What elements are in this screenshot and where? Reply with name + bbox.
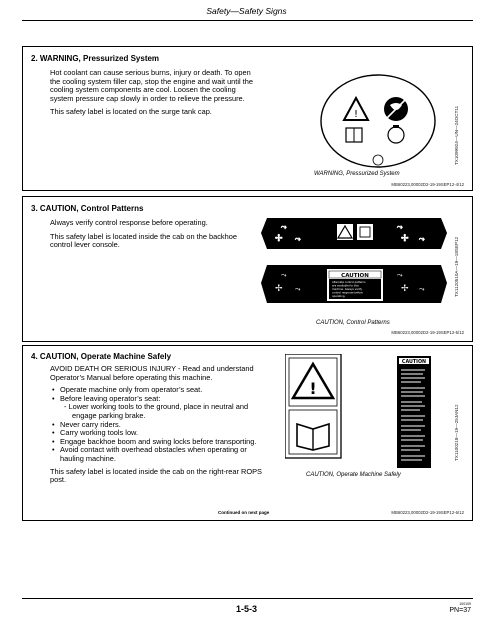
page-header: Safety—Safety Signs [206, 6, 287, 16]
caution-line: Alternate control patterns [332, 281, 366, 284]
svg-text:✢: ✢ [275, 234, 283, 244]
section-title: 3. CAUTION, Control Patterns [31, 204, 144, 213]
reference-code: MB60223,00002D2-19-19SEP12-5/12 [391, 330, 464, 335]
list-item: • Operate machine only from operator’s seat. [50, 386, 265, 395]
figure-caption: CAUTION, Control Patterns [316, 320, 390, 326]
figure-caption: CAUTION, Operate Machine Safely [306, 472, 401, 478]
sub-item: - Lower working tools to the ground, place in neutral and engage parking brake. [64, 402, 249, 420]
svg-text:⤳: ⤳ [281, 271, 287, 279]
footer-date-code: 100109 [459, 602, 471, 606]
paragraph: Hot coolant can cause serious burns, injury or death. To open the cooling system filler cap, stop the engine and wait until the cooling system components are cool. Loosen the cooling system pressure cap slowly in order to relieve the pressure. [50, 68, 253, 103]
paragraph: This safety label is located inside the cab on the backhoe control lever console. [50, 231, 237, 250]
reference-code: MB60223,00002D2-19-19SEP12-6/12 [391, 510, 464, 515]
figure-id: TX1120510A—19—18SEP12 [454, 236, 459, 297]
caution-line: operating. [332, 295, 346, 298]
section-title: 2. WARNING, Pressurized System [31, 54, 160, 63]
section-body [50, 219, 260, 255]
list-item: • Avoid contact with overhead obstacles when operating or hauling machine. [50, 446, 265, 463]
paragraph: This safety label is located on the surge tank cap. [50, 107, 212, 117]
operate-safely-label [285, 354, 435, 470]
svg-text:⤳: ⤳ [397, 223, 403, 231]
list-item: • Before leaving operator’s seat: [50, 395, 265, 404]
paragraph: Always verify control response before operating. [50, 218, 208, 227]
bullet-list [50, 386, 265, 403]
page-number: 1-5-3 [235, 604, 257, 614]
section-body [50, 69, 260, 122]
footer-rule [22, 598, 473, 599]
continued-note: Continued on next page [218, 510, 270, 515]
figure-caption: WARNING, Pressurized System [314, 171, 400, 177]
caution-heading: CAUTION [401, 360, 427, 365]
svg-text:✢: ✢ [401, 234, 409, 244]
paragraph: This safety label is located inside the cab on the right-rear ROPS post. [50, 466, 262, 485]
svg-text:⤳: ⤳ [281, 223, 287, 231]
svg-text:⤳: ⤳ [419, 285, 425, 293]
intro-text: AVOID DEATH OR SERIOUS INJURY - Read and understand Operator’s Manual before operating this machine. [50, 364, 254, 382]
caution-heading: CAUTION [341, 273, 369, 279]
svg-text:✢: ✢ [275, 284, 283, 294]
figure-id: TX1099924—UN—24OCT11 [454, 105, 459, 165]
caution-line: control response before [332, 291, 363, 295]
header-rule [22, 20, 473, 21]
svg-text:⤳: ⤳ [295, 285, 301, 293]
list-item: • Carry working tools low. [50, 429, 265, 438]
section-warning-pressurized [22, 46, 473, 191]
pressurized-system-warning-label [318, 72, 438, 170]
list-item: • Never carry riders. [50, 421, 265, 430]
caution-line: machine. Always verify [332, 288, 363, 291]
bullet-list [50, 421, 265, 464]
pn-number: PN=37 [449, 607, 471, 614]
section-caution-operate-safely [22, 345, 473, 521]
svg-text:!: ! [353, 109, 359, 120]
list-item: • Engage backhoe boom and swing locks before transporting. [50, 438, 265, 447]
reference-code: MB60223,00002D2-19-19SEP12-4/12 [391, 182, 464, 187]
caution-line: are available for this [332, 284, 359, 288]
section-body [50, 365, 265, 490]
svg-text:✢: ✢ [401, 284, 409, 294]
svg-text:⤳: ⤳ [295, 235, 301, 243]
svg-text:!: ! [309, 379, 317, 398]
section-title: 4. CAUTION, Operate Machine Safely [31, 352, 172, 361]
svg-text:⤳: ⤳ [419, 235, 425, 243]
section-caution-control-patterns [22, 196, 473, 342]
control-patterns-labels [259, 213, 449, 313]
figure-id: TX1100218—19—25JAN12 [454, 404, 459, 461]
svg-text:⤳: ⤳ [397, 271, 403, 279]
